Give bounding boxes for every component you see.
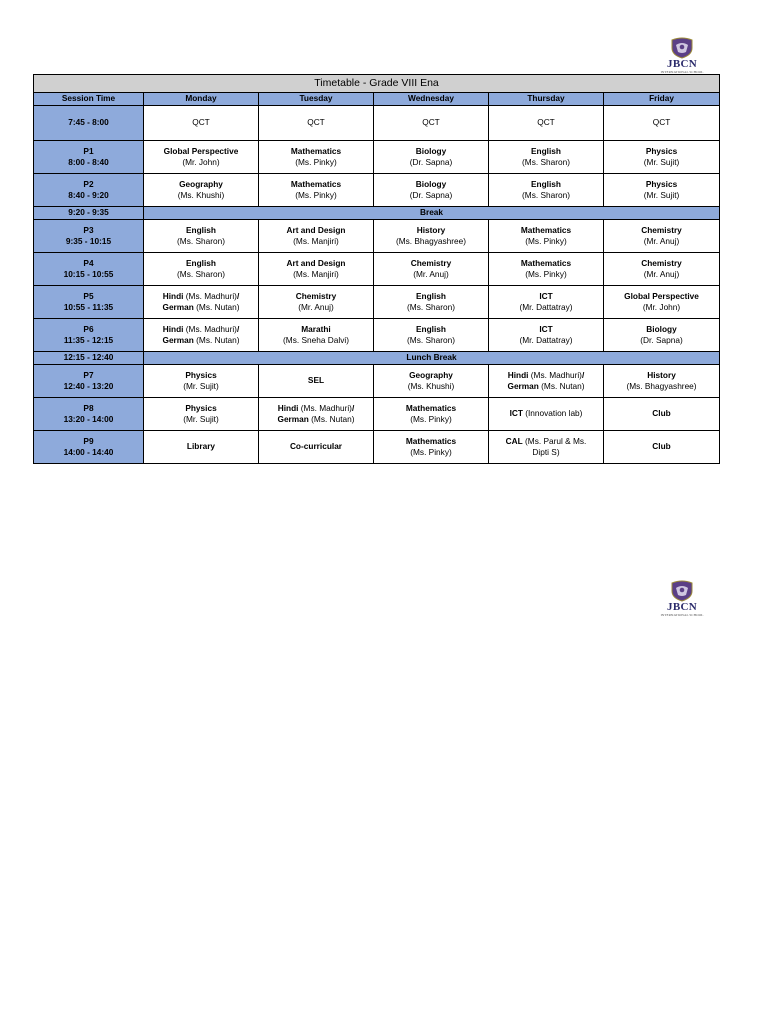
subject-name: Mathematics: [520, 257, 572, 268]
teacher-name: Dipti S): [532, 447, 560, 457]
subject-line: [146, 291, 256, 303]
class-cell: [144, 253, 259, 286]
teacher-name: (Ms. Pinky): [525, 269, 567, 279]
subject-name: Chemistry: [641, 257, 682, 268]
period-row: [34, 220, 720, 253]
session-time: [34, 398, 144, 431]
session-time: 12:15 - 12:40: [34, 352, 144, 365]
class-cell: [259, 286, 374, 319]
teacher-name: (Innovation lab): [522, 408, 583, 419]
teacher-name: (Ms. Khushi): [177, 190, 225, 200]
class-cell: [259, 220, 374, 253]
subject-name: German: [277, 414, 309, 424]
subject-name: Club: [652, 441, 671, 452]
subject-name: Global Perspective: [163, 145, 239, 156]
class-cell: [489, 220, 604, 253]
teacher-name: (Ms. Sharon): [407, 335, 455, 345]
subject-name: Mathematics: [290, 178, 342, 189]
teacher-name: (Mr. Anuj): [298, 302, 334, 312]
period-number: P8: [83, 402, 94, 413]
subject-name: English: [531, 178, 561, 189]
teacher-name: (Ms. Pinky): [295, 157, 337, 167]
teacher-name: (Mr. John): [182, 157, 220, 167]
subject-name: Hindi: [507, 369, 529, 380]
class-cell: [374, 398, 489, 431]
subject-name: English: [186, 257, 216, 268]
subject-name: Biology: [415, 178, 447, 189]
subject-name: Physics: [645, 145, 678, 156]
class-cell: [259, 141, 374, 174]
subject-name: ICT: [539, 323, 553, 334]
teacher-name: (Mr. Dattatray): [519, 335, 573, 345]
crest-icon: [670, 37, 694, 59]
subject-name: Mathematics: [405, 402, 457, 413]
period-number: P1: [83, 145, 94, 156]
period-row: [34, 174, 720, 207]
session-time: [34, 286, 144, 319]
break-label: Break: [144, 207, 720, 220]
period-number: P9: [83, 435, 94, 446]
teacher-name: (Ms. Manjiri): [293, 269, 339, 279]
header-day: Monday: [144, 93, 259, 106]
class-cell: [604, 253, 720, 286]
subject-name: English: [416, 323, 446, 334]
period-row: [34, 431, 720, 464]
activity-label: QCT: [537, 117, 555, 128]
teacher-name: (Ms. Manjiri): [293, 236, 339, 246]
logo-name: JBCN: [667, 601, 697, 613]
class-cell: [604, 365, 720, 398]
header-day: Friday: [604, 93, 720, 106]
subject-name: German: [507, 381, 539, 391]
subject-name: ICT: [539, 290, 553, 301]
subject-name: Geography: [409, 369, 453, 380]
teacher-name: (Ms. Sharon): [522, 157, 570, 167]
class-cell: [604, 398, 720, 431]
break-row: [34, 207, 720, 220]
class-cell: [144, 141, 259, 174]
subject-name: Chemistry: [295, 290, 337, 301]
subject-name: English: [416, 290, 446, 301]
subject-name: Art and Design: [286, 224, 346, 235]
subject-name: Hindi: [162, 290, 184, 301]
subject-name: Geography: [179, 178, 223, 189]
subject-name: German: [162, 302, 194, 312]
period-row: [34, 141, 720, 174]
period-time: 11:35 - 12:15: [63, 335, 114, 345]
teacher-name: (Mr. Sujit): [183, 414, 219, 424]
subject-name: Global Perspective: [624, 290, 699, 301]
class-cell: [604, 141, 720, 174]
teacher-name: (Ms. Pinky): [525, 236, 567, 246]
teacher-name: (Ms. Parul & Ms.: [522, 435, 587, 446]
session-time: [34, 253, 144, 286]
subject-line: [146, 324, 256, 336]
class-cell: [144, 106, 259, 141]
teacher-name: (Ms. Madhuri): [298, 402, 352, 413]
class-cell: [144, 398, 259, 431]
timetable-title: Timetable - Grade VIII Ena: [34, 75, 720, 93]
class-cell: [144, 220, 259, 253]
class-cell: [144, 286, 259, 319]
subject-name: Chemistry: [410, 257, 452, 268]
period-row: [34, 365, 720, 398]
teacher-name: (Ms. Bhagyashree): [395, 236, 467, 246]
class-cell: [489, 431, 604, 464]
class-cell: [604, 431, 720, 464]
teacher-name: (Ms. Pinky): [410, 447, 452, 457]
subject-line: [491, 436, 601, 448]
teacher-name: (Ms. Madhuri): [183, 323, 237, 334]
subject-name: Art and Design: [286, 257, 346, 268]
separator: /: [581, 369, 585, 380]
session-time: [34, 174, 144, 207]
subject-line: [261, 403, 371, 415]
session-time: [34, 319, 144, 352]
class-cell: [144, 431, 259, 464]
period-time: 10:15 - 10:55: [63, 269, 114, 279]
period-number: P4: [83, 257, 94, 268]
period-time: 7:45 - 8:00: [68, 117, 109, 128]
teacher-name: (Mr. John): [642, 302, 681, 312]
session-time: [34, 431, 144, 464]
subject-name: History: [416, 224, 446, 235]
teacher-name: (Ms. Sharon): [407, 302, 455, 312]
header-day: Wednesday: [374, 93, 489, 106]
activity-label: QCT: [192, 117, 210, 128]
period-time: 9:35 - 10:15: [65, 236, 112, 246]
break-label: Lunch Break: [144, 352, 720, 365]
teacher-name: (Ms. Pinky): [295, 190, 337, 200]
teacher-name: (Ms. Bhagyashree): [626, 381, 697, 391]
class-cell: [489, 365, 604, 398]
subject-name: Physics: [185, 369, 217, 380]
teacher-name: (Mr. Anuj): [643, 236, 680, 246]
period-number: P3: [83, 224, 94, 235]
class-cell: [374, 141, 489, 174]
teacher-name: (Ms. Sharon): [522, 190, 570, 200]
logo-subtitle: INTERNATIONAL SCHOOL: [660, 613, 704, 617]
class-cell: [259, 431, 374, 464]
subject-name: Hindi: [277, 402, 299, 413]
subject-name: Mathematics: [405, 435, 457, 446]
period-row: [34, 253, 720, 286]
period-number: P7: [83, 369, 94, 380]
timetable: [33, 74, 720, 464]
subject-line: [491, 447, 601, 459]
subject-name: Marathi: [301, 323, 331, 334]
activity-label: QCT: [422, 117, 440, 128]
separator: /: [351, 402, 355, 413]
class-cell: [259, 253, 374, 286]
teacher-name: (Dr. Sapna): [409, 157, 453, 167]
period-time: 12:40 - 13:20: [63, 381, 114, 391]
teacher-name: (Ms. Nutan): [538, 381, 585, 391]
separator: /: [236, 323, 240, 334]
subject-name: Mathematics: [520, 224, 572, 235]
teacher-name: (Ms. Nutan): [308, 414, 355, 424]
teacher-name: (Mr. Dattatray): [519, 302, 573, 312]
class-cell: [489, 253, 604, 286]
teacher-name: (Ms. Madhuri): [528, 369, 582, 380]
class-cell: [144, 319, 259, 352]
activity-label: QCT: [307, 117, 325, 128]
class-cell: [489, 174, 604, 207]
subject-name: ICT: [509, 408, 523, 419]
class-cell: [259, 319, 374, 352]
class-cell: [374, 431, 489, 464]
class-cell: [489, 106, 604, 141]
subject-name: CAL: [505, 435, 523, 446]
period-row: [34, 106, 720, 141]
teacher-name: (Ms. Sharon): [177, 236, 225, 246]
subject-name: History: [647, 369, 676, 380]
period-number: P6: [83, 323, 94, 334]
period-number: P2: [83, 178, 94, 189]
subject-name: English: [531, 145, 561, 156]
session-time: 9:20 - 9:35: [34, 207, 144, 220]
subject-line: [146, 302, 256, 314]
school-logo-footer: [659, 580, 705, 617]
class-cell: [374, 253, 489, 286]
class-cell: [489, 286, 604, 319]
session-time: [34, 220, 144, 253]
teacher-name: (Ms. Sharon): [177, 269, 225, 279]
session-time: [34, 106, 144, 141]
class-cell: [374, 106, 489, 141]
teacher-name: (Ms. Pinky): [410, 414, 452, 424]
period-time: 10:55 - 11:35: [63, 302, 114, 312]
class-cell: [374, 365, 489, 398]
session-time: [34, 141, 144, 174]
class-cell: [259, 398, 374, 431]
subject-name: Co-curricular: [289, 441, 343, 452]
subject-name: English: [186, 224, 216, 235]
class-cell: [604, 319, 720, 352]
subject-name: German: [162, 335, 194, 345]
subject-name: Physics: [645, 178, 678, 189]
period-row: [34, 286, 720, 319]
class-cell: [604, 106, 720, 141]
break-row: [34, 352, 720, 365]
subject-line: [491, 408, 601, 420]
period-time: 8:40 - 9:20: [68, 190, 109, 200]
logo-subtitle: INTERNATIONAL SCHOOL: [660, 70, 704, 74]
separator: /: [236, 290, 240, 301]
teacher-name: (Dr. Sapna): [640, 335, 683, 345]
class-cell: [489, 141, 604, 174]
subject-name: Mathematics: [290, 145, 342, 156]
teacher-name: (Dr. Sapna): [409, 190, 453, 200]
teacher-name: (Ms. Nutan): [193, 335, 240, 345]
subject-name: Club: [652, 408, 671, 419]
subject-line: [491, 370, 601, 382]
class-cell: [144, 365, 259, 398]
session-time: [34, 365, 144, 398]
header-day: Thursday: [489, 93, 604, 106]
class-cell: [374, 220, 489, 253]
class-cell: [489, 319, 604, 352]
class-cell: [374, 319, 489, 352]
class-cell: [604, 286, 720, 319]
period-time: 8:00 - 8:40: [68, 157, 109, 167]
header-day: Tuesday: [259, 93, 374, 106]
class-cell: [259, 174, 374, 207]
class-cell: [259, 365, 374, 398]
teacher-name: (Ms. Sneha Dalvi): [283, 335, 349, 345]
class-cell: [374, 174, 489, 207]
teacher-name: (Mr. Sujit): [643, 157, 680, 167]
logo-name: JBCN: [667, 58, 697, 70]
teacher-name: (Mr. Anuj): [643, 269, 680, 279]
class-cell: [604, 220, 720, 253]
class-cell: [259, 106, 374, 141]
period-time: 13:20 - 14:00: [63, 414, 114, 424]
header-session-time: Session Time: [34, 93, 144, 106]
school-logo: [659, 37, 705, 74]
subject-line: [146, 335, 256, 347]
teacher-name: (Ms. Madhuri): [183, 290, 237, 301]
subject-name: Biology: [646, 323, 677, 334]
period-row: [34, 319, 720, 352]
class-cell: [374, 286, 489, 319]
subject-name: Physics: [185, 402, 217, 413]
teacher-name: (Ms. Nutan): [193, 302, 240, 312]
teacher-name: (Mr. Sujit): [643, 190, 680, 200]
period-row: [34, 398, 720, 431]
subject-name: Library: [186, 441, 216, 452]
crest-icon: [670, 580, 694, 602]
subject-name: Hindi: [162, 323, 184, 334]
subject-line: [261, 414, 371, 426]
class-cell: [604, 174, 720, 207]
teacher-name: (Mr. Anuj): [413, 269, 449, 279]
subject-name: Biology: [415, 145, 447, 156]
subject-name: SEL: [307, 375, 325, 386]
period-time: 14:00 - 14:40: [63, 447, 114, 457]
teacher-name: (Ms. Khushi): [407, 381, 455, 391]
class-cell: [489, 398, 604, 431]
teacher-name: (Mr. Sujit): [183, 381, 219, 391]
class-cell: [144, 174, 259, 207]
period-number: P5: [83, 290, 94, 301]
activity-label: QCT: [652, 117, 671, 128]
subject-line: [491, 381, 601, 393]
subject-name: Chemistry: [641, 224, 682, 235]
